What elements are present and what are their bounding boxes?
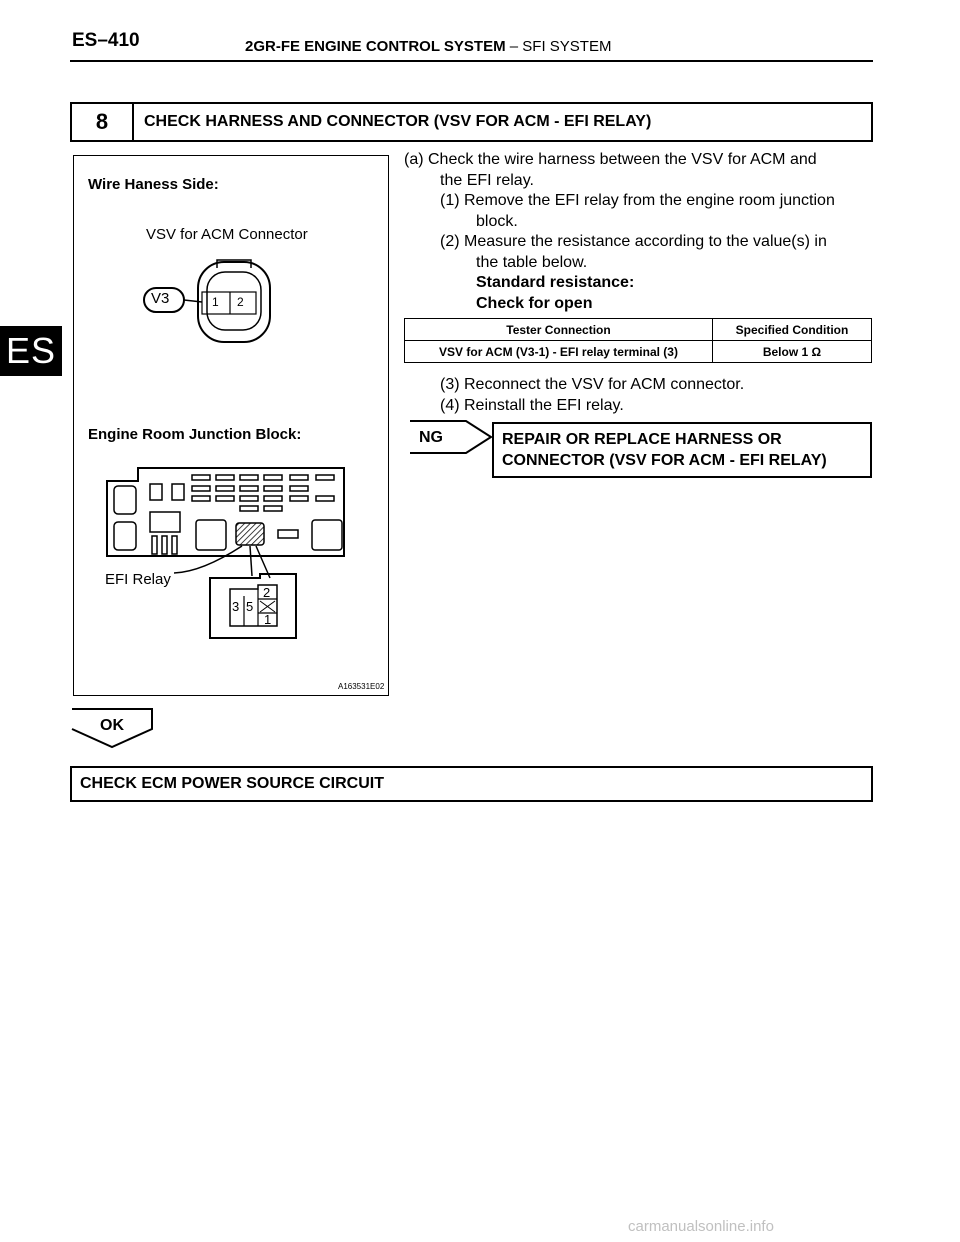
section-side-tab: ES — [0, 326, 62, 376]
instr-2-line1: (2) Measure the resistance according to the value(s) in — [440, 233, 827, 250]
connector-code: V3 — [151, 290, 170, 307]
ng-label: NG — [419, 429, 443, 446]
vsv-connector-label: VSV for ACM Connector — [146, 226, 308, 243]
relay-pin-5: 5 — [246, 599, 254, 614]
relay-pin-2: 2 — [263, 585, 271, 600]
instr-1-line1: (1) Remove the EFI relay from the engine room junction — [440, 192, 835, 209]
header-title-rest: – SFI SYSTEM — [509, 38, 612, 55]
table-header-cell: Specified Condition — [713, 319, 872, 341]
relay-pin-1: 1 — [264, 612, 272, 627]
vsv-pin-1: 1 — [212, 295, 219, 309]
instr-a-line1: (a) Check the wire harness between the VSV for ACM and — [404, 151, 817, 168]
instr-2-line2: the table below. — [476, 254, 588, 271]
table-cell: Below 1 Ω — [713, 341, 872, 363]
vsv-pin-2: 2 — [237, 295, 244, 309]
ng-result-line1: REPAIR OR REPLACE HARNESS OR — [502, 431, 782, 448]
ng-result-line2: CONNECTOR (VSV FOR ACM - EFI RELAY) — [502, 452, 827, 469]
header-title-bold: 2GR-FE ENGINE CONTROL SYSTEM — [245, 38, 506, 55]
efi-relay-label: EFI Relay — [105, 571, 171, 588]
table-header-cell: Tester Connection — [405, 319, 713, 341]
junction-block-label: Engine Room Junction Block: — [88, 426, 302, 443]
check-for-open-label: Check for open — [476, 295, 593, 312]
table-cell: VSV for ACM (V3-1) - EFI relay terminal (3) — [405, 341, 713, 363]
relay-pin-3: 3 — [232, 599, 240, 614]
page-id: ES–410 — [72, 30, 140, 51]
standard-resistance-label: Standard resistance: — [476, 274, 635, 291]
instr-3: (3) Reconnect the VSV for ACM connector. — [440, 376, 745, 393]
instr-1-line2: block. — [476, 213, 518, 230]
next-step-box: CHECK ECM POWER SOURCE CIRCUIT — [70, 766, 873, 802]
watermark: carmanualsonline.info — [628, 1218, 774, 1235]
ng-result-box — [492, 422, 872, 478]
instr-a-line2: the EFI relay. — [440, 172, 534, 189]
figure-id: A163531E02 — [338, 682, 385, 691]
step-number: 8 — [72, 104, 134, 140]
step-title: CHECK HARNESS AND CONNECTOR (VSV FOR ACM - EFI RELAY) — [144, 113, 652, 130]
wire-side-label: Wire Haness Side: — [88, 176, 219, 193]
instr-4: (4) Reinstall the EFI relay. — [440, 397, 624, 414]
ok-label: OK — [100, 717, 124, 734]
